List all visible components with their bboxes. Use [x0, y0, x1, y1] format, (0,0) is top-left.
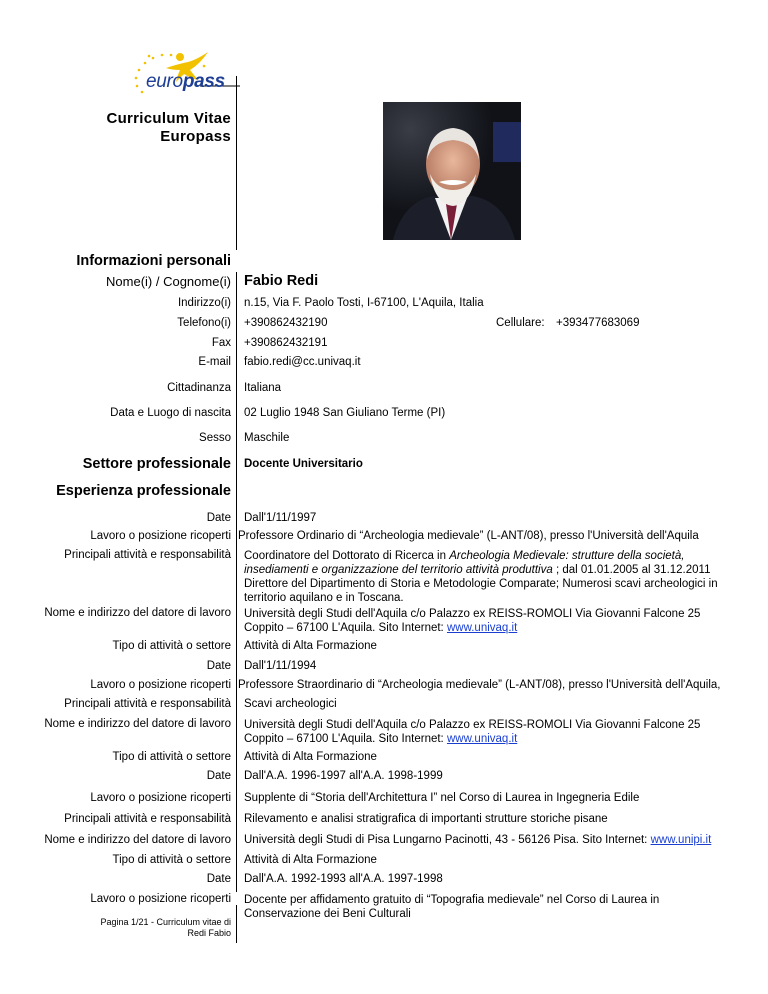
- email-label: E-mail: [198, 356, 231, 368]
- entry1-activities: [244, 549, 734, 605]
- entry1-employer: [244, 607, 734, 635]
- mobile-value: +393477683069: [556, 317, 640, 329]
- entry1-position: Professore Ordinario di “Archeologia medievale” (L-ANT/08), presso l'Università dell'Aquila: [238, 530, 699, 542]
- entry1-type-label: Tipo di attività o settore: [112, 640, 231, 652]
- entry3-activities-label: Principali attività e responsabilità: [64, 813, 231, 825]
- entry2-employer: [244, 718, 734, 746]
- entry2-employer-text: Università degli Studi dell'Aquila c/o Palazzo ex REISS-ROMOLI Via Giovanni Falcone 25 Coppito – 67100 L'Aquila. Sito Internet:: [244, 719, 701, 745]
- entry3-type-label: Tipo di attività o settore: [112, 854, 231, 866]
- fax-value: +390862432191: [244, 337, 328, 349]
- entry3-type: Attività di Alta Formazione: [244, 854, 377, 866]
- cv-title-line1: Curriculum Vitae: [106, 110, 231, 127]
- entry1-date: Dall'1/11/1997: [244, 512, 317, 524]
- fax-label: Fax: [211, 337, 231, 349]
- sector-heading: Settore professionale: [82, 456, 231, 472]
- phone-value: +390862432190: [244, 317, 328, 329]
- entry3-employer-link[interactable]: www.unipi.it: [650, 834, 712, 846]
- entry1-activities-c: ; dal 01.01.2005 al 31.12.2011 Direttore del Dipartimento di Storia e Metodologie Comparate; Numerosi scavi archeologici in territorio aquilano e in Toscana.: [244, 564, 718, 604]
- europass-logo: [128, 48, 240, 96]
- footer-line2: Redi Fabio: [187, 928, 231, 938]
- sex-label: Sesso: [199, 432, 231, 444]
- portrait-image: [383, 102, 521, 240]
- entry2-type-label: Tipo di attività o settore: [112, 751, 231, 763]
- entry1-activities-a: Coordinatore del Dottorato di Ricerca in: [244, 550, 450, 562]
- address-label: Indirizzo(i): [177, 297, 231, 309]
- entry2-type: Attività di Alta Formazione: [244, 751, 377, 763]
- full-name: Fabio Redi: [244, 273, 319, 289]
- logo-prefix: euro: [146, 71, 183, 92]
- entry2-employer-label: Nome e indirizzo del datore di lavoro: [44, 718, 231, 730]
- entry3-employer-text: Università degli Studi di Pisa Lungarno Pacinotti, 43 - 56126 Pisa. Sito Internet:: [244, 834, 651, 846]
- entry3-date: Dall'A.A. 1996-1997 all'A.A. 1998-1999: [244, 770, 443, 782]
- birth-label: Data e Luogo di nascita: [110, 407, 231, 419]
- entry4-date-label: Date: [206, 873, 231, 885]
- entry1-employer-label: Nome e indirizzo del datore di lavoro: [44, 607, 231, 619]
- address-value: n.15, Via F. Paolo Tosti, I-67100, L'Aquila, Italia: [244, 297, 484, 309]
- entry2-activities: Scavi archeologici: [244, 698, 337, 710]
- personal-info-heading: Informazioni personali: [76, 253, 231, 269]
- cv-title-line2: Europass: [160, 128, 231, 145]
- citizenship-label: Cittadinanza: [167, 382, 231, 394]
- entry1-employer-text: Università degli Studi dell'Aquila c/o Palazzo ex REISS-ROMOLI Via Giovanni Falcone 25 Coppito – 67100 L'Aquila. Sito Internet:: [244, 608, 701, 634]
- entry3-position: Supplente di “Storia dell'Architettura I” nel Corso di Laurea in Ingegneria Edile: [244, 792, 640, 804]
- entry1-employer-link[interactable]: www.univaq.it: [446, 622, 518, 634]
- entry2-position-label: Lavoro o posizione ricoperti: [90, 679, 231, 691]
- entry2-position: Professore Straordinario di “Archeologia medievale” (L-ANT/08), presso l'Università dell'Aquila,: [238, 679, 721, 691]
- entry2-activities-label: Principali attività e responsabilità: [64, 698, 231, 710]
- entry3-employer-label: Nome e indirizzo del datore di lavoro: [44, 834, 231, 846]
- birth-value: 02 Luglio 1948 San Giuliano Terme (PI): [244, 407, 446, 419]
- entry1-date-label: Date: [206, 512, 231, 524]
- entry3-employer: [244, 834, 711, 846]
- entry3-position-label: Lavoro o posizione ricoperti: [90, 792, 231, 804]
- sector-value: Docente Universitario: [244, 458, 363, 470]
- header-divider: [236, 76, 237, 250]
- entry4-position-label: Lavoro o posizione ricoperti: [90, 893, 231, 905]
- page-footer: [100, 917, 231, 939]
- name-label: Nome(i) / Cognome(i): [106, 274, 231, 289]
- entry1-activities-b: Archeologia Medievale: strutture della società, insediamenti e organizzazione del territorio attività produttiva: [244, 550, 685, 576]
- entry2-date: Dall'1/11/1994: [244, 660, 317, 672]
- citizenship-value: Italiana: [244, 382, 282, 394]
- entry4-date: Dall'A.A. 1992-1993 all'A.A. 1997-1998: [244, 873, 443, 885]
- entry1-activities-label: Principali attività e responsabilità: [64, 549, 231, 561]
- mobile-label: Cellulare:: [496, 317, 545, 329]
- logo-wordmark: [146, 71, 225, 93]
- logo-suffix: pass: [182, 71, 225, 92]
- entry3-activities: Rilevamento e analisi stratigrafica di importanti strutture storiche pisane: [244, 813, 608, 825]
- entry1-position-label: Lavoro o posizione ricoperti: [90, 530, 231, 542]
- footer-line1: Pagina 1/21 - Curriculum vitae di: [100, 917, 231, 927]
- entry2-employer-link[interactable]: www.univaq.it: [446, 733, 518, 745]
- profile-photo: [383, 102, 521, 240]
- footer-divider: [236, 905, 237, 943]
- phone-label: Telefono(i): [177, 317, 231, 329]
- entry3-date-label: Date: [206, 770, 231, 782]
- entry1-type: Attività di Alta Formazione: [244, 640, 377, 652]
- sex-value: Maschile: [244, 432, 290, 444]
- main-divider: [236, 272, 237, 892]
- entry2-date-label: Date: [206, 660, 231, 672]
- experience-heading: Esperienza professionale: [56, 483, 231, 499]
- entry4-position: Docente per affidamento gratuito di “Topografia medievale” nel Corso di Laurea in Conservazione dei Beni Culturali: [244, 894, 660, 920]
- email-value[interactable]: fabio.redi@cc.univaq.it: [244, 356, 361, 368]
